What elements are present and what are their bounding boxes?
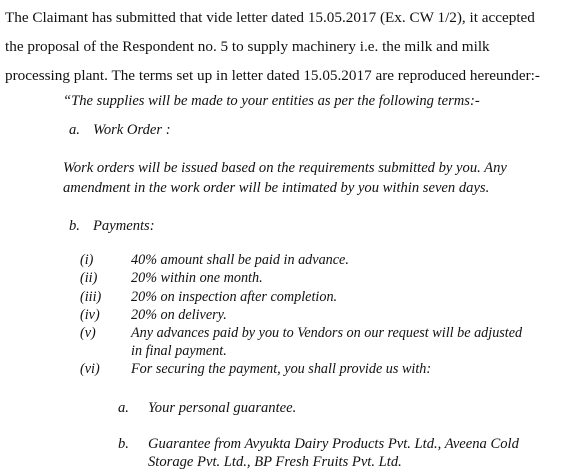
quote-opening: “The supplies will be made to your entities as per the following terms:- (63, 93, 480, 109)
section-b-title: Payments: (93, 218, 155, 234)
intro-paragraph (5, 3, 563, 90)
payment-item-number: (vi) (80, 361, 100, 377)
work-order-text-line: amendment in the work order will be intimated by you within seven days. (63, 180, 490, 196)
section-b-marker: b. (69, 218, 80, 234)
payment-item-number: (ii) (80, 270, 98, 286)
intro-line: the proposal of the Respondent no. 5 to supply machinery i.e. the milk and milk (5, 38, 490, 55)
payment-item-text: 20% on delivery. (131, 307, 227, 323)
guarantee-text: Guarantee from Avyukta Dairy Products Pvt. Ltd., Aveena Cold (148, 436, 519, 452)
payment-item-text: Any advances paid by you to Vendors on our request will be adjusted (131, 325, 523, 341)
payment-item-number: (v) (80, 325, 96, 341)
payment-item-text: 20% on inspection after completion. (131, 289, 338, 305)
guarantee-marker: a. (118, 400, 129, 416)
work-order-text-line: Work orders will be issued based on the requirements submitted by you. Any (63, 160, 507, 176)
intro-line: processing plant. The terms set up in letter dated 15.05.2017 are reproduced hereunder:- (5, 67, 540, 84)
payment-item-number: (iv) (80, 307, 100, 323)
section-a-title: Work Order : (93, 122, 171, 138)
guarantee-text: Your personal guarantee. (148, 400, 297, 416)
payment-item-text: 20% within one month. (131, 270, 263, 286)
payment-item-text-continued: in final payment. (131, 343, 227, 359)
guarantee-text-continued: Storage Pvt. Ltd., BP Fresh Fruits Pvt. Ltd. (148, 454, 402, 470)
payment-item-text: For securing the payment, you shall provide us with: (131, 361, 432, 377)
guarantee-marker: b. (118, 436, 129, 452)
section-a-marker: a. (69, 122, 80, 138)
payment-item-text: 40% amount shall be paid in advance. (131, 252, 349, 268)
payment-item-number: (iii) (80, 289, 102, 305)
intro-line: The Claimant has submitted that vide letter dated 15.05.2017 (Ex. CW 1/2), it accepted (5, 9, 535, 26)
payment-item-number: (i) (80, 252, 94, 268)
